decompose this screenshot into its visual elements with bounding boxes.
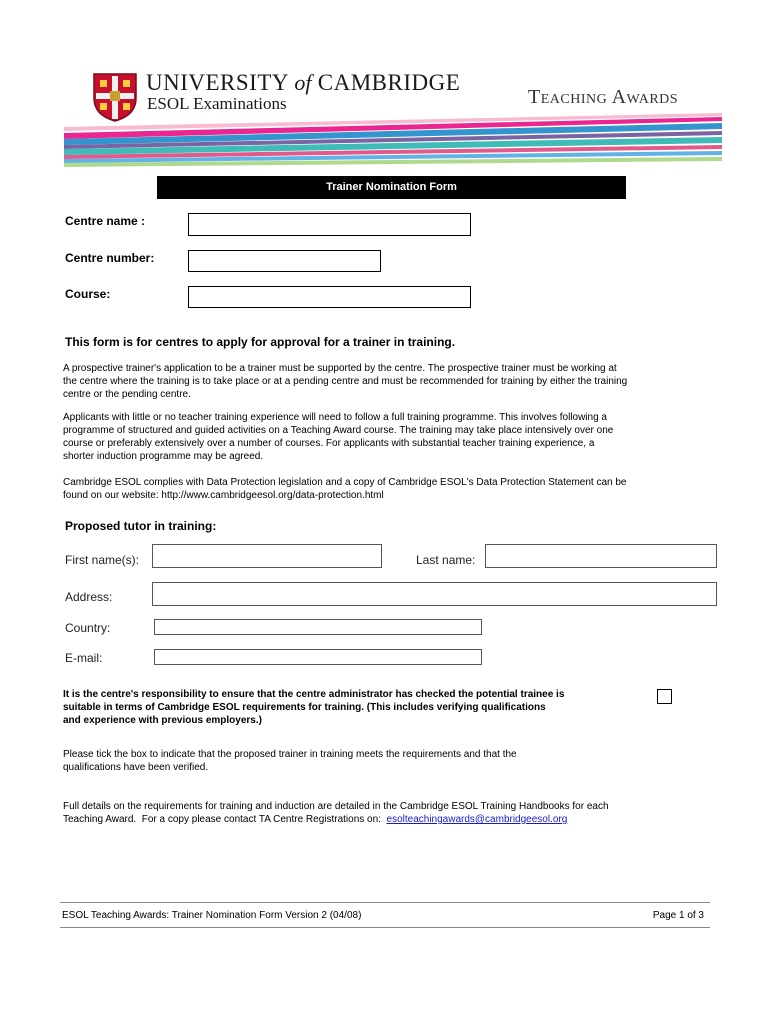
address-label: Address: <box>65 590 113 604</box>
responsibility-statement: It is the centre's responsibility to ensure that the centre administrator has checked the potential trainee is suitable in terms of Cambridge ESOL requirements for training. (This includes verifying qualifications and experience with previous employers.) <box>63 689 565 726</box>
first-name-label: First name(s): <box>65 553 140 567</box>
centre-name-field[interactable] <box>188 213 471 236</box>
centre-number-field[interactable] <box>188 250 381 272</box>
course-field[interactable] <box>188 286 471 308</box>
country-label: Country: <box>65 621 111 635</box>
training-details-paragraph: Full details on the requirements for training and induction are detailed in the Cambridge ESOL Training Handbooks for each Teaching Award. For a copy please contact TA Centre Registrations on: esolteachingawards@cambridgeesol.org <box>63 801 609 825</box>
first-name-field[interactable] <box>152 544 382 568</box>
tick-instruction: Please tick the box to indicate that the proposed trainer in training meets the requirements and that the qualifications have been verified. <box>63 749 517 773</box>
decorative-stripes <box>64 113 722 169</box>
last-name-label: Last name: <box>416 553 476 567</box>
centre-name-label: Centre name : <box>65 214 146 228</box>
country-field[interactable] <box>154 619 482 635</box>
form-title-bar: Trainer Nomination Form <box>157 176 626 199</box>
tutor-heading: Proposed tutor in training: <box>65 519 217 533</box>
email-label: E-mail: <box>65 651 103 665</box>
page-footer <box>60 902 710 928</box>
intro-paragraph-2: Applicants with little or no teacher training experience will need to follow a full training programme. This involves following a programme of structured and guided activities on a Teaching Award course. The training may take place intensively over one course or preferably extensively over a number of courses. For applicants with substantial teacher training experience, a shorter induction programme may be agreed. <box>63 412 614 462</box>
last-name-field[interactable] <box>485 544 717 568</box>
university-name: UNIVERSITY of CAMBRIDGE <box>146 70 461 95</box>
email-field[interactable] <box>154 649 482 665</box>
footer-page-number: Page 1 of 3 <box>652 910 704 921</box>
intro-heading: This form is for centres to apply for approval for a trainer in training. <box>65 335 456 349</box>
intro-paragraph-1: A prospective trainer's application to be a trainer must be supported by the centre. The prospective trainer must be working at the centre where the training is to take place or at a pending centre and must be recommended for training by either the training centre or the pending centre. <box>63 363 628 400</box>
footer-form-version: ESOL Teaching Awards: Trainer Nomination Form Version 2 (04/08) <box>62 910 362 921</box>
esol-examinations-text: ESOL Examinations <box>147 94 287 113</box>
contact-email-link[interactable]: esolteachingawards@cambridgeesol.org <box>386 814 568 825</box>
centre-number-label: Centre number: <box>65 251 155 265</box>
teaching-awards-title: Teaching Awards <box>528 86 679 108</box>
requirements-checkbox[interactable] <box>657 689 672 704</box>
data-protection-paragraph: Cambridge ESOL complies with Data Protection legislation and a copy of Cambridge ESOL's Data Protection Statement can be found on our website: http://www.cambridgeesol.org/data-protection.html <box>63 477 627 501</box>
address-field[interactable] <box>152 582 717 606</box>
course-label: Course: <box>65 287 111 301</box>
